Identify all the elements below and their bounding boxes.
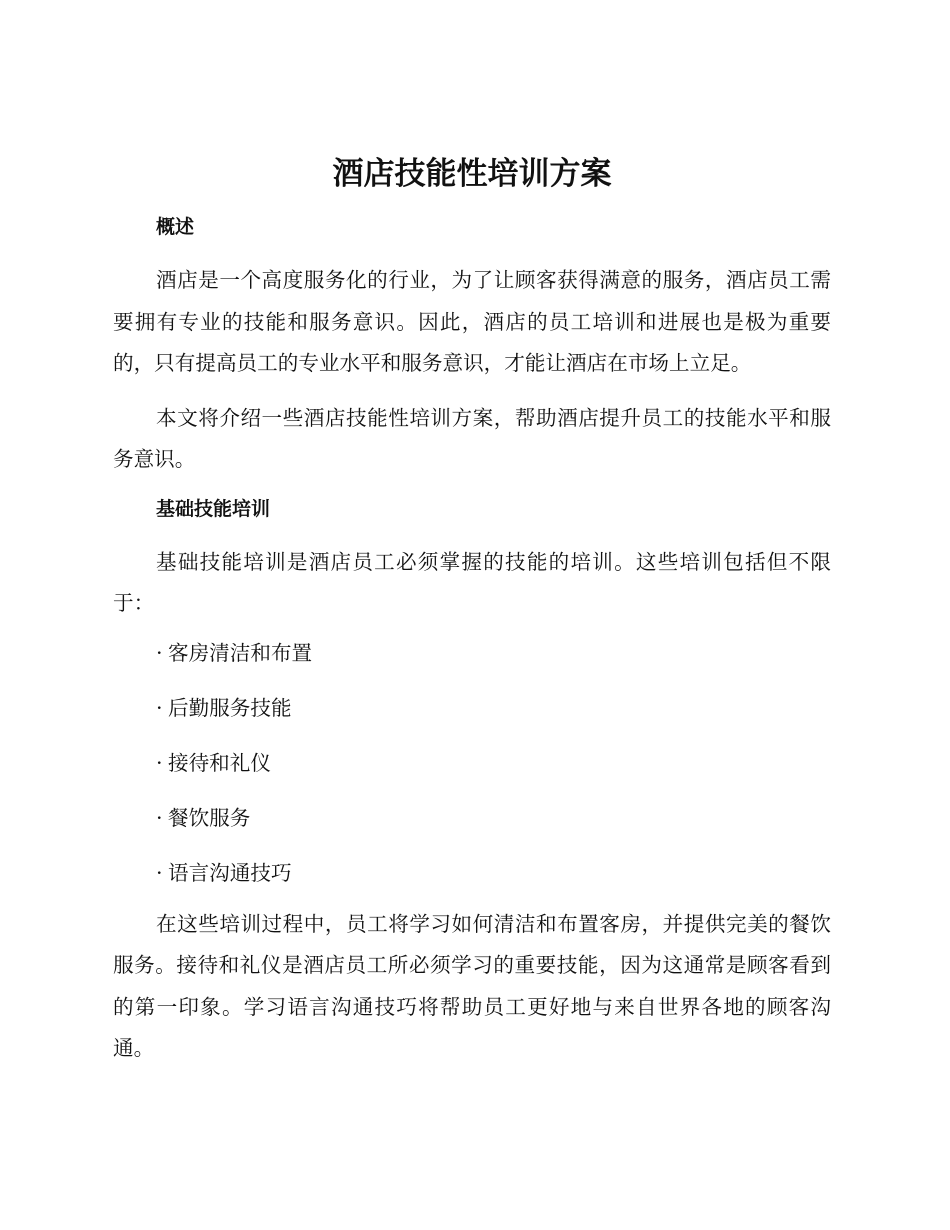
- list-item-text: 接待和礼仪: [168, 750, 271, 775]
- bullet-mark: ·: [156, 750, 163, 775]
- list-item-text: 客房清洁和布置: [168, 640, 313, 665]
- section-heading-basic-skills: 基础技能培训: [156, 497, 271, 520]
- overview-paragraph-2: 本文将介绍一些酒店技能性培训方案，帮助酒店提升员工的技能水平和服务意识。: [113, 405, 831, 471]
- list-item-text: 餐饮服务: [168, 805, 251, 830]
- basic-skills-intro: 基础技能培训是酒店员工必须掌握的技能的培训。这些培训包括但不限于：: [113, 549, 831, 615]
- overview-paragraph-1: 酒店是一个高度服务化的行业，为了让顾客获得满意的服务，酒店员工需要拥有专业的技能和服务意识。因此，酒店的员工培训和进展也是极为重要的，只有提高员工的专业水平和服务意识，才能让酒店在市场上立足。: [113, 268, 831, 375]
- basic-skills-closing-paragraph: 在这些培训过程中，员工将学习如何清洁和布置客房，并提供完美的餐饮服务。接待和礼仪是酒店员工所必须学习的重要技能，因为这通常是顾客看到的第一印象。学习语言沟通技巧将帮助员工更好地与来自世界各地的顾客沟通。: [113, 911, 831, 1060]
- list-item-text: 后勤服务技能: [168, 695, 292, 720]
- list-item: [156, 803, 831, 833]
- list-item: [156, 693, 831, 723]
- bullet-mark: ·: [156, 695, 163, 720]
- list-item: [156, 638, 831, 668]
- document-title: 酒店技能性培训方案: [332, 156, 612, 192]
- bullet-mark: ·: [156, 640, 163, 665]
- document-page: [113, 150, 831, 1083]
- section-heading-overview: 概述: [156, 216, 195, 238]
- list-item: [156, 858, 831, 888]
- bullet-mark: ·: [156, 805, 163, 830]
- list-item-text: 语言沟通技巧: [168, 860, 292, 885]
- list-item: [156, 748, 831, 778]
- bullet-mark: ·: [156, 860, 163, 885]
- basic-skills-list: [113, 638, 831, 888]
